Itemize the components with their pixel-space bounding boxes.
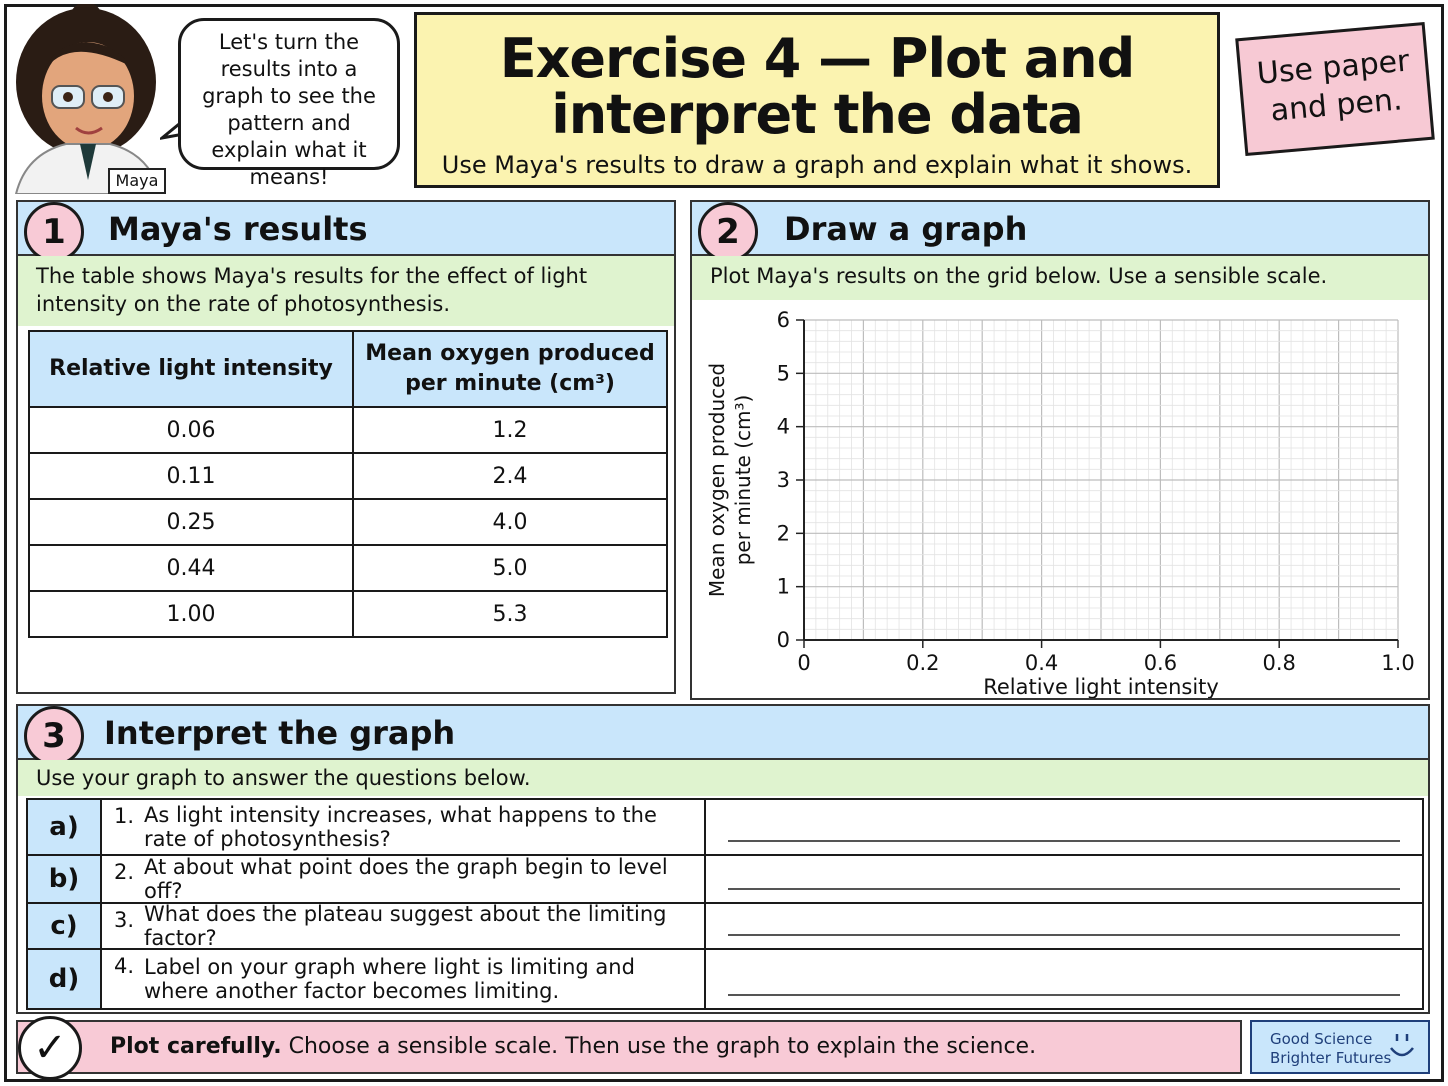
- table-row: [29, 545, 667, 591]
- y-tick-label: 0: [776, 628, 790, 652]
- table-cell: 0.44: [29, 545, 353, 591]
- page-subtitle: Use Maya's results to draw a graph and explain what it shows.: [441, 151, 1193, 179]
- table-row: [29, 407, 667, 453]
- question-text: [102, 950, 706, 1008]
- section-heading: Interpret the graph: [104, 714, 456, 752]
- question-letter: d): [28, 950, 102, 1008]
- x-tick-label: 0.2: [906, 651, 940, 675]
- question-body: At about what point does the graph begin to level off?: [144, 855, 668, 903]
- table-cell: 2.4: [353, 453, 667, 499]
- section-heading: Maya's results: [108, 210, 368, 248]
- footer-tip-bold: Plot carefully.: [110, 1034, 282, 1059]
- y-tick-label: 2: [776, 521, 790, 546]
- y-axis-label: per minute (cm³): [731, 394, 755, 566]
- section-number-badge: 1: [24, 202, 84, 262]
- section-intro: The table shows Maya's results for the effect of light intensity on the rate of photosynthesis.: [18, 256, 674, 326]
- question-letter: c): [28, 904, 102, 948]
- question-letter: b): [28, 856, 102, 902]
- question-body: What does the plateau suggest about the limiting factor?: [144, 902, 667, 950]
- table-row: [29, 453, 667, 499]
- question-body: As light intensity increases, what happens to the rate of photosynthesis?: [144, 803, 657, 851]
- table-row: [29, 499, 667, 545]
- x-tick-label: 0.6: [1143, 651, 1178, 675]
- paper-pen-note: Use paper and pen.: [1235, 22, 1435, 156]
- answer-line: [728, 994, 1400, 996]
- section-interpret: [16, 704, 1430, 1014]
- table-cell: 4.0: [353, 499, 667, 545]
- section-number-badge: 2: [698, 202, 758, 262]
- y-tick-label: 3: [776, 468, 790, 492]
- section-number-badge: 3: [24, 706, 84, 766]
- section-graph: [690, 200, 1430, 700]
- table-cell: 1.2: [353, 407, 667, 453]
- x-tick-label: 0: [797, 651, 811, 675]
- section-intro: Plot Maya's results on the grid below. Use a sensible scale.: [692, 256, 1428, 300]
- brand-line-2: Brighter Futures: [1270, 1049, 1392, 1067]
- y-tick-label: 6: [776, 308, 790, 332]
- section-results-header: [18, 202, 674, 256]
- speech-bubble: Let's turn the results into a graph to see the pattern and explain what it means!: [178, 18, 400, 170]
- answer-area[interactable]: [706, 950, 1422, 1008]
- answer-line: [728, 934, 1400, 936]
- question-number: 3.: [114, 908, 135, 932]
- page-title: Exercise 4 — Plot and interpret the data: [499, 27, 1135, 146]
- question-text: [102, 904, 706, 948]
- section-graph-header: [692, 202, 1428, 256]
- table-cell: 5.0: [353, 545, 667, 591]
- question-letter: a): [28, 800, 102, 854]
- column-header: Relative light intensity: [29, 331, 353, 407]
- title-box: [414, 12, 1220, 188]
- section-results: [16, 200, 676, 694]
- table-row: [29, 591, 667, 637]
- table-cell: 0.06: [29, 407, 353, 453]
- question-text: [102, 856, 706, 902]
- y-tick-label: 5: [776, 361, 790, 386]
- question-number: 4.: [114, 954, 135, 978]
- section-heading: Draw a graph: [784, 210, 1028, 248]
- footer-tip: [16, 1020, 1242, 1074]
- table-cell: 0.11: [29, 453, 353, 499]
- table-cell: 0.25: [29, 499, 353, 545]
- question-number: 1.: [114, 804, 135, 828]
- results-table: [28, 330, 668, 638]
- question-body: Label on your graph where light is limiting and where another factor becomes limiting.: [144, 955, 635, 1003]
- x-tick-label: 0.4: [1024, 651, 1059, 675]
- x-axis-label: Relative light intensity: [983, 675, 1219, 698]
- question-row: [28, 950, 1422, 1008]
- y-tick-label: 4: [776, 414, 790, 439]
- brand-logo: [1250, 1020, 1430, 1074]
- question-row: [28, 904, 1422, 950]
- questions-table: [26, 798, 1424, 1010]
- footer-tip-text: Choose a sensible scale. Then use the graph to explain the science.: [281, 1034, 1037, 1059]
- column-header: Mean oxygen produced per minute (cm³): [353, 331, 667, 407]
- graph-grid[interactable]: [692, 302, 1428, 698]
- question-text: [102, 800, 706, 854]
- answer-area[interactable]: [706, 800, 1422, 854]
- x-tick-label: 1.0: [1381, 651, 1415, 675]
- x-tick-label: 0.8: [1262, 651, 1296, 675]
- y-axis-label: Mean oxygen produced: [705, 362, 729, 598]
- smiley-icon: [1388, 1032, 1416, 1062]
- question-row: [28, 800, 1422, 856]
- question-row: [28, 856, 1422, 904]
- character-name-label: Maya: [108, 168, 166, 194]
- section-intro: Use your graph to answer the questions below.: [18, 760, 1428, 796]
- answer-area[interactable]: [706, 904, 1422, 948]
- checkmark-icon: ✓: [18, 1016, 82, 1080]
- section-interpret-header: [18, 706, 1428, 760]
- brand-line-1: Good Science: [1270, 1030, 1373, 1048]
- y-tick-label: 1: [776, 574, 790, 599]
- table-cell: 5.3: [353, 591, 667, 637]
- answer-line: [728, 840, 1400, 842]
- table-cell: 1.00: [29, 591, 353, 637]
- answer-line: [728, 888, 1400, 890]
- maya-avatar: [6, 4, 166, 194]
- answer-area[interactable]: [706, 856, 1422, 902]
- question-number: 2.: [114, 860, 135, 884]
